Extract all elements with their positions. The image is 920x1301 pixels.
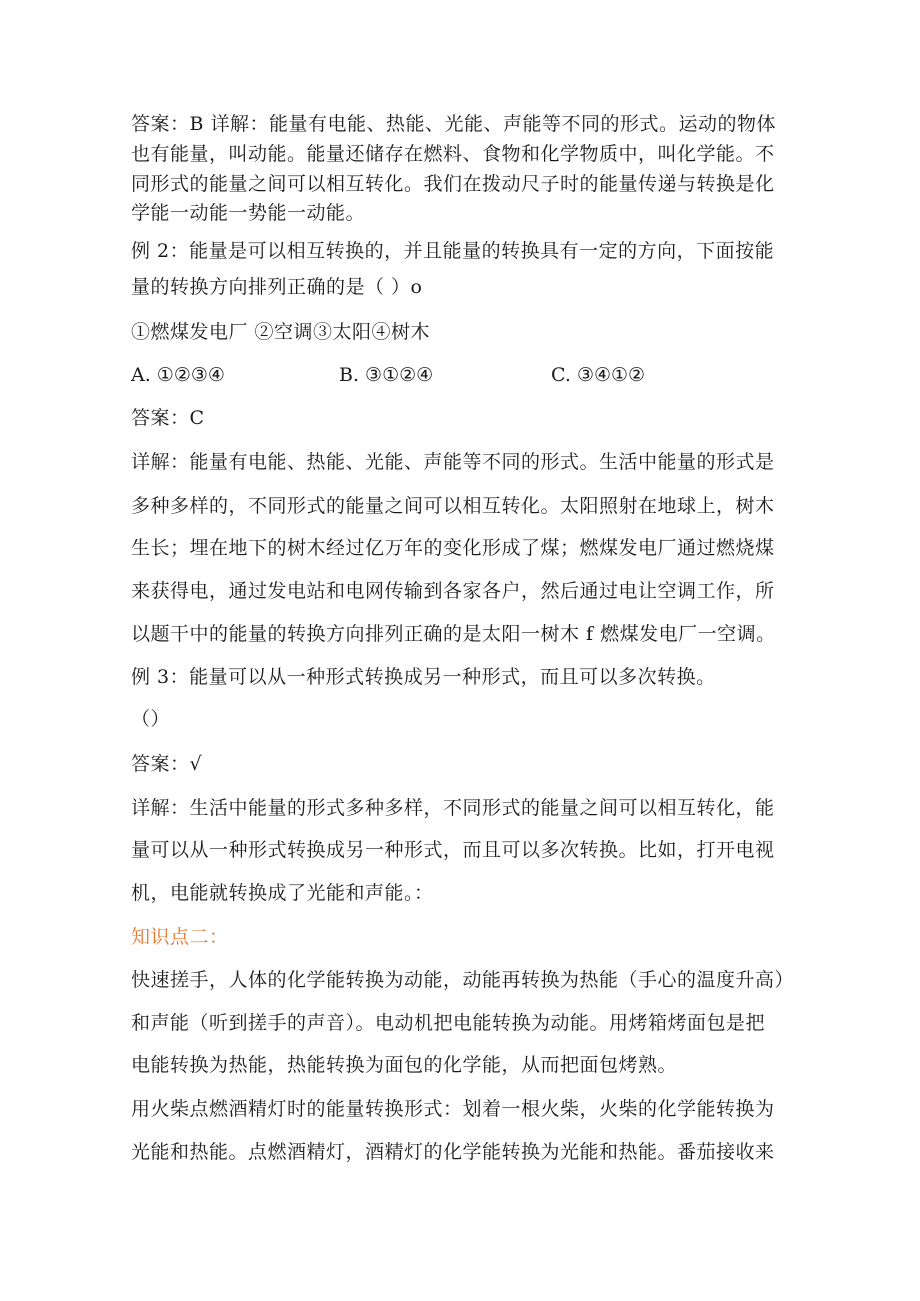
explanation-2-line-1: 详解：能量有电能、热能、光能、声能等不同的形式。生活中能量的形式是	[131, 451, 775, 473]
explanation-3-line-2: 量可以从一种形式转换成另一种形式，而且可以多次转换。比如，打开电视	[131, 839, 775, 861]
explanation-3-line-3: 机，电能就转换成了光能和声能。：	[131, 882, 434, 904]
answer-b-line-2: 也有能量，叫动能。能量还储存在燃料、食物和化学物质中，叫化学能。不	[131, 143, 775, 165]
explanation-2-line-5: 以题干中的能量的转换方向排列正确的是太阳一树木 f 燃煤发电厂一空调。	[131, 623, 776, 645]
answer-b-line-4: 学能一动能一势能一动能。	[131, 202, 366, 224]
choice-c: C. ③④①②	[551, 364, 646, 386]
knowledge-line-3: 电能转换为热能，热能转换为面包的化学能，从而把面包烤熟。	[131, 1054, 678, 1076]
knowledge-line-5: 光能和热能。点燃酒精灯，酒精灯的化学能转换为光能和热能。番茄接收来	[131, 1141, 775, 1163]
example-3-line-1: 例 3：能量可以从一种形式转换成另一种形式，而且可以多次转换。	[131, 666, 716, 688]
choice-b: B. ③①②④	[339, 364, 434, 386]
answer-c: 答案：C	[131, 407, 205, 429]
knowledge-line-2: 和声能（听到搓手的声音）。电动机把电能转换为动能。用烤箱烤面包是把	[131, 1012, 766, 1034]
choice-a: A. ①②③④	[131, 364, 225, 386]
answer-check: 答案：√	[131, 753, 203, 775]
answer-b-line-1: 答案：B 详解：能量有电能、热能、光能、声能等不同的形式。运动的物体	[131, 113, 777, 135]
explanation-2-line-3: 生长；埋在地下的树木经过亿万年的变化形成了煤；燃煤发电厂通过燃烧煤	[131, 537, 775, 559]
answer-b-line-3: 同形式的能量之间可以相互转化。我们在拨动尺子时的能量传递与转换是化	[131, 173, 775, 195]
example-2-items: ①燃煤发电厂 ②空调③太阳④树木	[131, 321, 431, 343]
example-2-line-2: 量的转换方向排列正确的是（ ）o	[131, 276, 423, 298]
explanation-2-line-4: 来获得电，通过发电站和电网传输到各家各户，然后通过电让空调工作，所	[131, 580, 775, 602]
example-2-line-1: 例 2：能量是可以相互转换的，并且能量的转换具有一定的方向，下面按能	[131, 240, 775, 262]
knowledge-line-4: 用火柴点燃酒精灯时的能量转换形式：划着一根火柴，火柴的化学能转换为	[131, 1098, 775, 1120]
explanation-3-line-1: 详解：生活中能量的形式多种多样，不同形式的能量之间可以相互转化，能	[131, 797, 775, 819]
knowledge-line-1: 快速搓手，人体的化学能转换为动能，动能再转换为热能（手心的温度升高）	[131, 969, 795, 991]
explanation-2-line-2: 多种多样的，不同形式的能量之间可以相互转化。太阳照射在地球上，树木	[131, 495, 775, 517]
section-heading-knowledge-point-2: 知识点二：	[131, 926, 229, 948]
example-3-blank: （）	[131, 708, 171, 730]
